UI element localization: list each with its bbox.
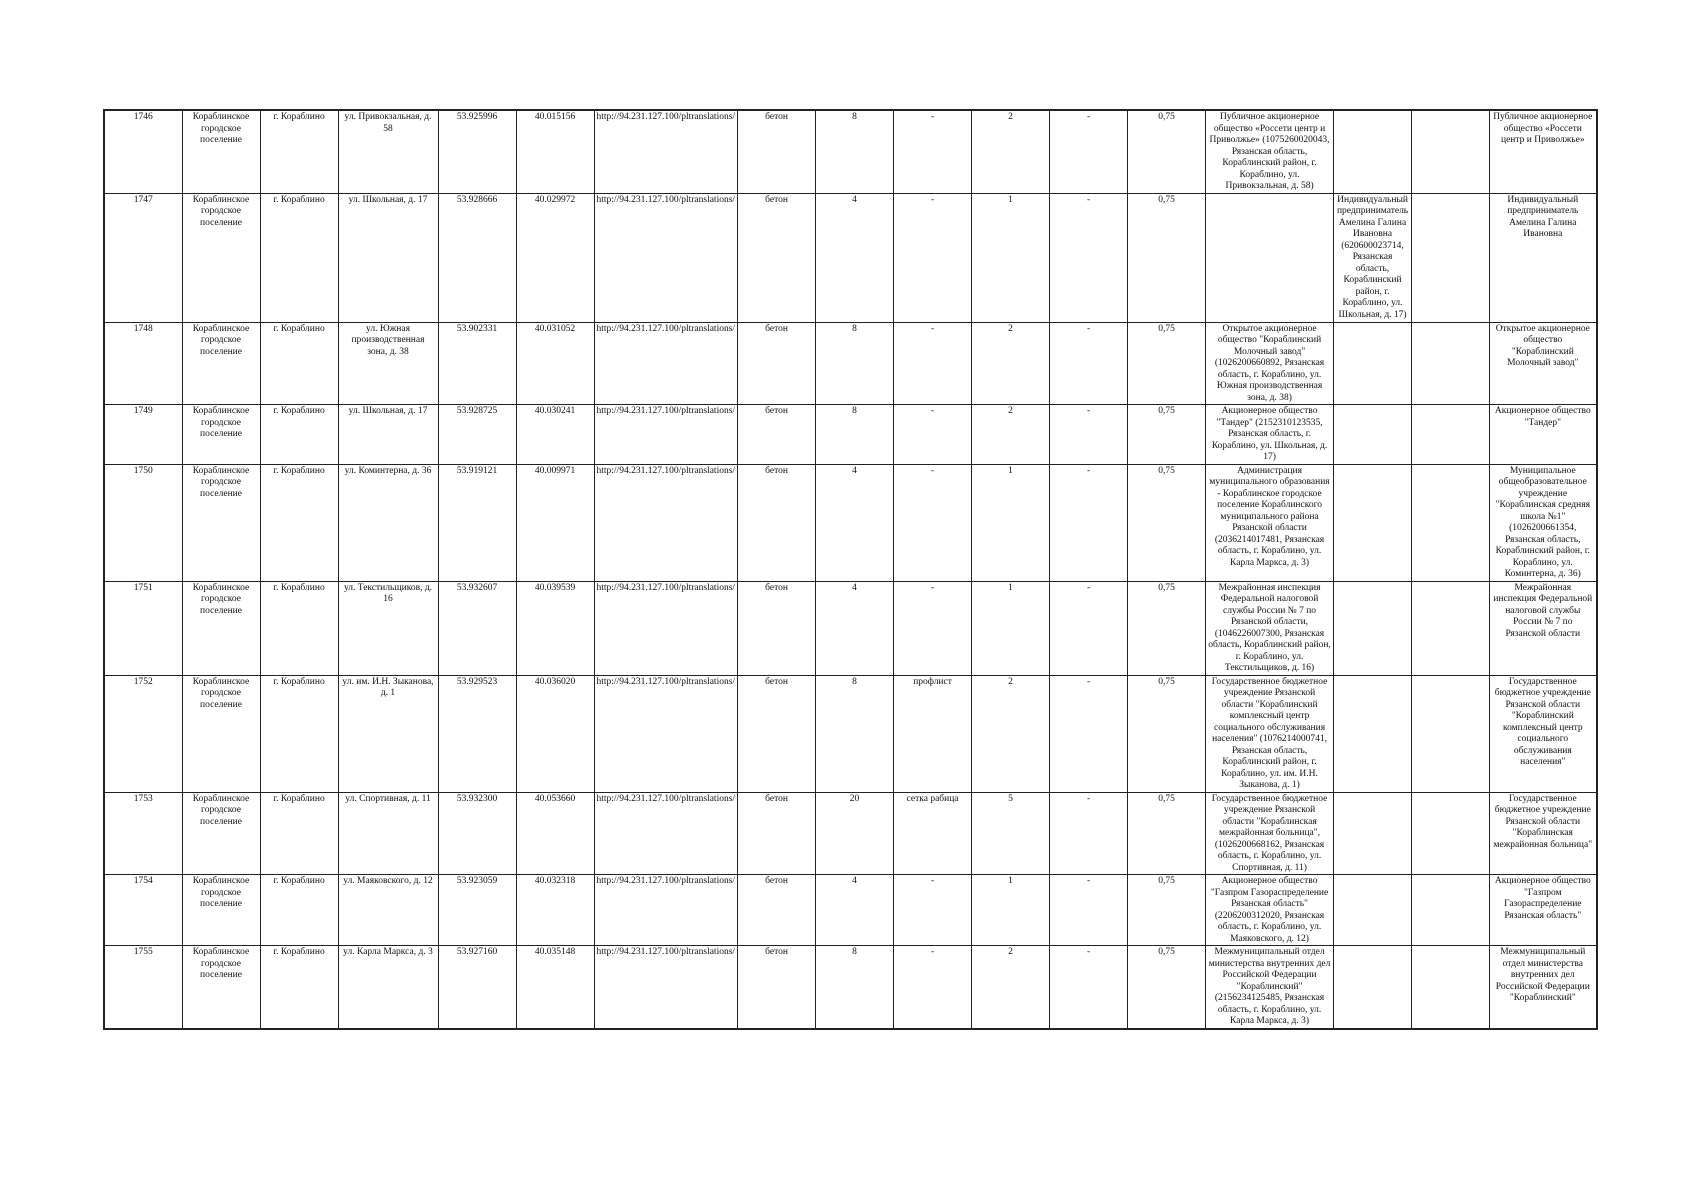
area-cell: 8 <box>816 405 894 465</box>
longitude-cell: 40.030241 <box>516 405 594 465</box>
containers-count-cell: 2 <box>972 675 1050 792</box>
surface-cell: бетон <box>738 675 816 792</box>
table-row <box>104 946 1597 1029</box>
settlement-cell: Кораблинское городское поселение <box>182 464 260 581</box>
longitude-cell: 40.039539 <box>516 581 594 675</box>
container-volume-cell: 0,75 <box>1128 110 1206 193</box>
container-volume-cell: 0,75 <box>1128 322 1206 405</box>
planned-containers-cell: - <box>1050 405 1128 465</box>
locality-cell: г. Кораблино <box>260 322 338 405</box>
fence-cell: сетка рабица <box>894 792 972 875</box>
surface-cell: бетон <box>738 464 816 581</box>
area-cell: 4 <box>816 875 894 946</box>
latitude-cell: 53.928666 <box>438 193 516 322</box>
table-body <box>104 110 1597 1029</box>
container-volume-cell: 0,75 <box>1128 464 1206 581</box>
fence-cell: - <box>894 405 972 465</box>
locality-cell: г. Кораблино <box>260 675 338 792</box>
locality-cell: г. Кораблино <box>260 946 338 1029</box>
owner-organization-cell: Акционерное общество "Тандер" (2152310123535, Рязанская область, г. Кораблино, ул. Школьная, д. 17) <box>1206 405 1334 465</box>
waste-source-cell: Межрайонная инспекция Федеральной налоговой службы России № 7 по Рязанской области <box>1490 581 1597 675</box>
latitude-cell: 53.932607 <box>438 581 516 675</box>
owner-organization-cell: Межрайонная инспекция Федеральной налоговой службы России № 7 по Рязанской области, (1046226007300, Рязанская область, Кораблинский район, г. Кораблино, ул. Текстильщиков, д. 16) <box>1206 581 1334 675</box>
latitude-cell: 53.929523 <box>438 675 516 792</box>
map-link-cell: http://94.231.127.100/pltranslations/ <box>594 875 738 946</box>
settlement-cell: Кораблинское городское поселение <box>182 675 260 792</box>
containers-count-cell: 1 <box>972 193 1050 322</box>
locality-cell: г. Кораблино <box>260 792 338 875</box>
planned-containers-cell: - <box>1050 946 1128 1029</box>
longitude-cell: 40.015156 <box>516 110 594 193</box>
map-link-cell: http://94.231.127.100/pltranslations/ <box>594 110 738 193</box>
owner-organization-cell: Государственное бюджетное учреждение Рязанской области "Кораблинская межрайонная больница", (1026200668162, Рязанская область, г. Кораблино, ул. Спортивная, д. 11) <box>1206 792 1334 875</box>
area-cell: 8 <box>816 322 894 405</box>
longitude-cell: 40.031052 <box>516 322 594 405</box>
planned-containers-cell: - <box>1050 792 1128 875</box>
row-number-cell: 1751 <box>104 581 182 675</box>
owner-organization-cell: Открытое акционерное общество "Кораблинский Молочный завод" (1026200660892, Рязанская область, г. Кораблино, ул. Южная производственная зона, д. 38) <box>1206 322 1334 405</box>
settlement-cell: Кораблинское городское поселение <box>182 193 260 322</box>
row-number-cell: 1749 <box>104 405 182 465</box>
table-row <box>104 193 1597 322</box>
address-cell: ул. Школьная, д. 17 <box>338 405 438 465</box>
container-volume-cell: 0,75 <box>1128 581 1206 675</box>
owner-entrepreneur-cell <box>1334 405 1412 465</box>
waste-source-cell: Муниципальное общеобразовательное учреждение "Кораблинская средняя школа №1" (1026200661354, Рязанская область, Кораблинский район, г. Кораблино, ул. Коминтерна, д. 36) <box>1490 464 1597 581</box>
locality-cell: г. Кораблино <box>260 581 338 675</box>
settlement-cell: Кораблинское городское поселение <box>182 875 260 946</box>
container-volume-cell: 0,75 <box>1128 193 1206 322</box>
table-row <box>104 110 1597 193</box>
area-cell: 4 <box>816 193 894 322</box>
map-link-cell: http://94.231.127.100/pltranslations/ <box>594 946 738 1029</box>
waste-source-cell: Акционерное общество "Тандер" <box>1490 405 1597 465</box>
address-cell: ул. Привокзальная, д. 58 <box>338 110 438 193</box>
owner-individual-cell <box>1412 581 1490 675</box>
area-cell: 4 <box>816 581 894 675</box>
row-number-cell: 1747 <box>104 193 182 322</box>
waste-source-cell: Государственное бюджетное учреждение Рязанской области "Кораблинский комплексный центр социального обслуживания населения" <box>1490 675 1597 792</box>
fence-cell: - <box>894 110 972 193</box>
surface-cell: бетон <box>738 110 816 193</box>
planned-containers-cell: - <box>1050 322 1128 405</box>
settlement-cell: Кораблинское городское поселение <box>182 322 260 405</box>
settlement-cell: Кораблинское городское поселение <box>182 946 260 1029</box>
address-cell: ул. Спортивная, д. 11 <box>338 792 438 875</box>
containers-count-cell: 2 <box>972 946 1050 1029</box>
planned-containers-cell: - <box>1050 675 1128 792</box>
planned-containers-cell: - <box>1050 464 1128 581</box>
table-row <box>104 792 1597 875</box>
fence-cell: - <box>894 193 972 322</box>
locality-cell: г. Кораблино <box>260 875 338 946</box>
longitude-cell: 40.035148 <box>516 946 594 1029</box>
latitude-cell: 53.932300 <box>438 792 516 875</box>
latitude-cell: 53.927160 <box>438 946 516 1029</box>
longitude-cell: 40.053660 <box>516 792 594 875</box>
row-number-cell: 1748 <box>104 322 182 405</box>
address-cell: ул. Карла Маркса, д. 3 <box>338 946 438 1029</box>
longitude-cell: 40.032318 <box>516 875 594 946</box>
owner-organization-cell <box>1206 193 1334 322</box>
owner-organization-cell: Администрация муниципального образования - Кораблинское городское поселение Кораблинского муниципального района Рязанской области (2036214017481, Рязанская область, г. Кораблино, ул. Карла Маркса, д. 3) <box>1206 464 1334 581</box>
latitude-cell: 53.923059 <box>438 875 516 946</box>
latitude-cell: 53.902331 <box>438 322 516 405</box>
owner-individual-cell <box>1412 464 1490 581</box>
locality-cell: г. Кораблино <box>260 193 338 322</box>
waste-source-cell: Государственное бюджетное учреждение Рязанской области "Кораблинская межрайонная больница" <box>1490 792 1597 875</box>
containers-count-cell: 1 <box>972 581 1050 675</box>
longitude-cell: 40.036020 <box>516 675 594 792</box>
area-cell: 8 <box>816 675 894 792</box>
owner-organization-cell: Межмуниципальный отдел министерства внутренних дел Российской Федерации "Кораблинский" (2156234125485, Рязанская область, г. Кораблино, ул. Карла Маркса, д. 3) <box>1206 946 1334 1029</box>
owner-entrepreneur-cell <box>1334 464 1412 581</box>
containers-count-cell: 1 <box>972 464 1050 581</box>
table-row <box>104 322 1597 405</box>
map-link-cell: http://94.231.127.100/pltranslations/ <box>594 193 738 322</box>
latitude-cell: 53.925996 <box>438 110 516 193</box>
table-row <box>104 581 1597 675</box>
address-cell: ул. им. И.Н. Зыканова, д. 1 <box>338 675 438 792</box>
container-volume-cell: 0,75 <box>1128 405 1206 465</box>
containers-count-cell: 2 <box>972 110 1050 193</box>
owner-organization-cell: Государственное бюджетное учреждение Рязанской области "Кораблинский комплексный центр социального обслуживания населения" (1076214000741, Рязанская область, Кораблинский район, г. Кораблино, ул. им. И.Н. Зыканова, д. 1) <box>1206 675 1334 792</box>
surface-cell: бетон <box>738 405 816 465</box>
waste-sites-table <box>103 109 1598 1030</box>
fence-cell: - <box>894 581 972 675</box>
owner-individual-cell <box>1412 946 1490 1029</box>
table-row <box>104 464 1597 581</box>
latitude-cell: 53.928725 <box>438 405 516 465</box>
locality-cell: г. Кораблино <box>260 464 338 581</box>
owner-entrepreneur-cell <box>1334 792 1412 875</box>
map-link-cell: http://94.231.127.100/pltranslations/ <box>594 792 738 875</box>
owner-entrepreneur-cell <box>1334 322 1412 405</box>
fence-cell: - <box>894 946 972 1029</box>
owner-individual-cell <box>1412 875 1490 946</box>
map-link-cell: http://94.231.127.100/pltranslations/ <box>594 405 738 465</box>
owner-individual-cell <box>1412 792 1490 875</box>
containers-count-cell: 2 <box>972 405 1050 465</box>
owner-individual-cell <box>1412 193 1490 322</box>
map-link-cell: http://94.231.127.100/pltranslations/ <box>594 322 738 405</box>
table-row <box>104 405 1597 465</box>
owner-individual-cell <box>1412 405 1490 465</box>
table-row <box>104 675 1597 792</box>
waste-source-cell: Акционерное общество "Газпром Газораспределение Рязанская область" <box>1490 875 1597 946</box>
fence-cell: - <box>894 875 972 946</box>
address-cell: ул. Коминтерна, д. 36 <box>338 464 438 581</box>
container-volume-cell: 0,75 <box>1128 946 1206 1029</box>
address-cell: ул. Текстильщиков, д. 16 <box>338 581 438 675</box>
container-volume-cell: 0,75 <box>1128 792 1206 875</box>
area-cell: 8 <box>816 946 894 1029</box>
container-volume-cell: 0,75 <box>1128 675 1206 792</box>
containers-count-cell: 5 <box>972 792 1050 875</box>
containers-count-cell: 2 <box>972 322 1050 405</box>
owner-entrepreneur-cell: Индивидуальный предприниматель Амелина Галина Ивановна (620600023714, Рязанская область, Кораблинский район, г. Кораблино, ул. Школьная, д. 17) <box>1334 193 1412 322</box>
locality-cell: г. Кораблино <box>260 405 338 465</box>
owner-entrepreneur-cell <box>1334 875 1412 946</box>
owner-individual-cell <box>1412 110 1490 193</box>
area-cell: 4 <box>816 464 894 581</box>
row-number-cell: 1750 <box>104 464 182 581</box>
surface-cell: бетон <box>738 946 816 1029</box>
locality-cell: г. Кораблино <box>260 110 338 193</box>
address-cell: ул. Маяковского, д. 12 <box>338 875 438 946</box>
surface-cell: бетон <box>738 322 816 405</box>
planned-containers-cell: - <box>1050 110 1128 193</box>
area-cell: 8 <box>816 110 894 193</box>
containers-count-cell: 1 <box>972 875 1050 946</box>
settlement-cell: Кораблинское городское поселение <box>182 792 260 875</box>
owner-organization-cell: Публичное акционерное общество «Россети центр и Приволжье» (1075260020043, Рязанская область, Кораблинский район, г. Кораблино, ул. Привокзальная, д. 58) <box>1206 110 1334 193</box>
area-cell: 20 <box>816 792 894 875</box>
fence-cell: - <box>894 322 972 405</box>
address-cell: ул. Южная производственная зона, д. 38 <box>338 322 438 405</box>
waste-source-cell: Публичное акционерное общество «Россети центр и Приволжье» <box>1490 110 1597 193</box>
row-number-cell: 1746 <box>104 110 182 193</box>
planned-containers-cell: - <box>1050 581 1128 675</box>
surface-cell: бетон <box>738 193 816 322</box>
row-number-cell: 1754 <box>104 875 182 946</box>
surface-cell: бетон <box>738 581 816 675</box>
waste-source-cell: Открытое акционерное общество "Кораблинский Молочный завод" <box>1490 322 1597 405</box>
owner-entrepreneur-cell <box>1334 110 1412 193</box>
owner-organization-cell: Акционерное общество "Газпром Газораспределение Рязанская область" (2206200312020, Рязанская область, г. Кораблино, ул. Маяковского, д. 12) <box>1206 875 1334 946</box>
fence-cell: - <box>894 464 972 581</box>
waste-source-cell: Межмуниципальный отдел министерства внутренних дел Российской Федерации "Кораблинский" <box>1490 946 1597 1029</box>
container-volume-cell: 0,75 <box>1128 875 1206 946</box>
surface-cell: бетон <box>738 792 816 875</box>
planned-containers-cell: - <box>1050 875 1128 946</box>
settlement-cell: Кораблинское городское поселение <box>182 110 260 193</box>
settlement-cell: Кораблинское городское поселение <box>182 405 260 465</box>
address-cell: ул. Школьная, д. 17 <box>338 193 438 322</box>
owner-entrepreneur-cell <box>1334 581 1412 675</box>
row-number-cell: 1752 <box>104 675 182 792</box>
row-number-cell: 1755 <box>104 946 182 1029</box>
owner-individual-cell <box>1412 675 1490 792</box>
latitude-cell: 53.919121 <box>438 464 516 581</box>
longitude-cell: 40.029972 <box>516 193 594 322</box>
map-link-cell: http://94.231.127.100/pltranslations/ <box>594 581 738 675</box>
table-row <box>104 875 1597 946</box>
fence-cell: профлист <box>894 675 972 792</box>
map-link-cell: http://94.231.127.100/pltranslations/ <box>594 464 738 581</box>
registry-page <box>103 109 1598 1030</box>
owner-entrepreneur-cell <box>1334 946 1412 1029</box>
settlement-cell: Кораблинское городское поселение <box>182 581 260 675</box>
surface-cell: бетон <box>738 875 816 946</box>
row-number-cell: 1753 <box>104 792 182 875</box>
owner-individual-cell <box>1412 322 1490 405</box>
planned-containers-cell: - <box>1050 193 1128 322</box>
map-link-cell: http://94.231.127.100/pltranslations/ <box>594 675 738 792</box>
waste-source-cell: Индивидуальный предприниматель Амелина Галина Ивановна <box>1490 193 1597 322</box>
longitude-cell: 40.009971 <box>516 464 594 581</box>
owner-entrepreneur-cell <box>1334 675 1412 792</box>
